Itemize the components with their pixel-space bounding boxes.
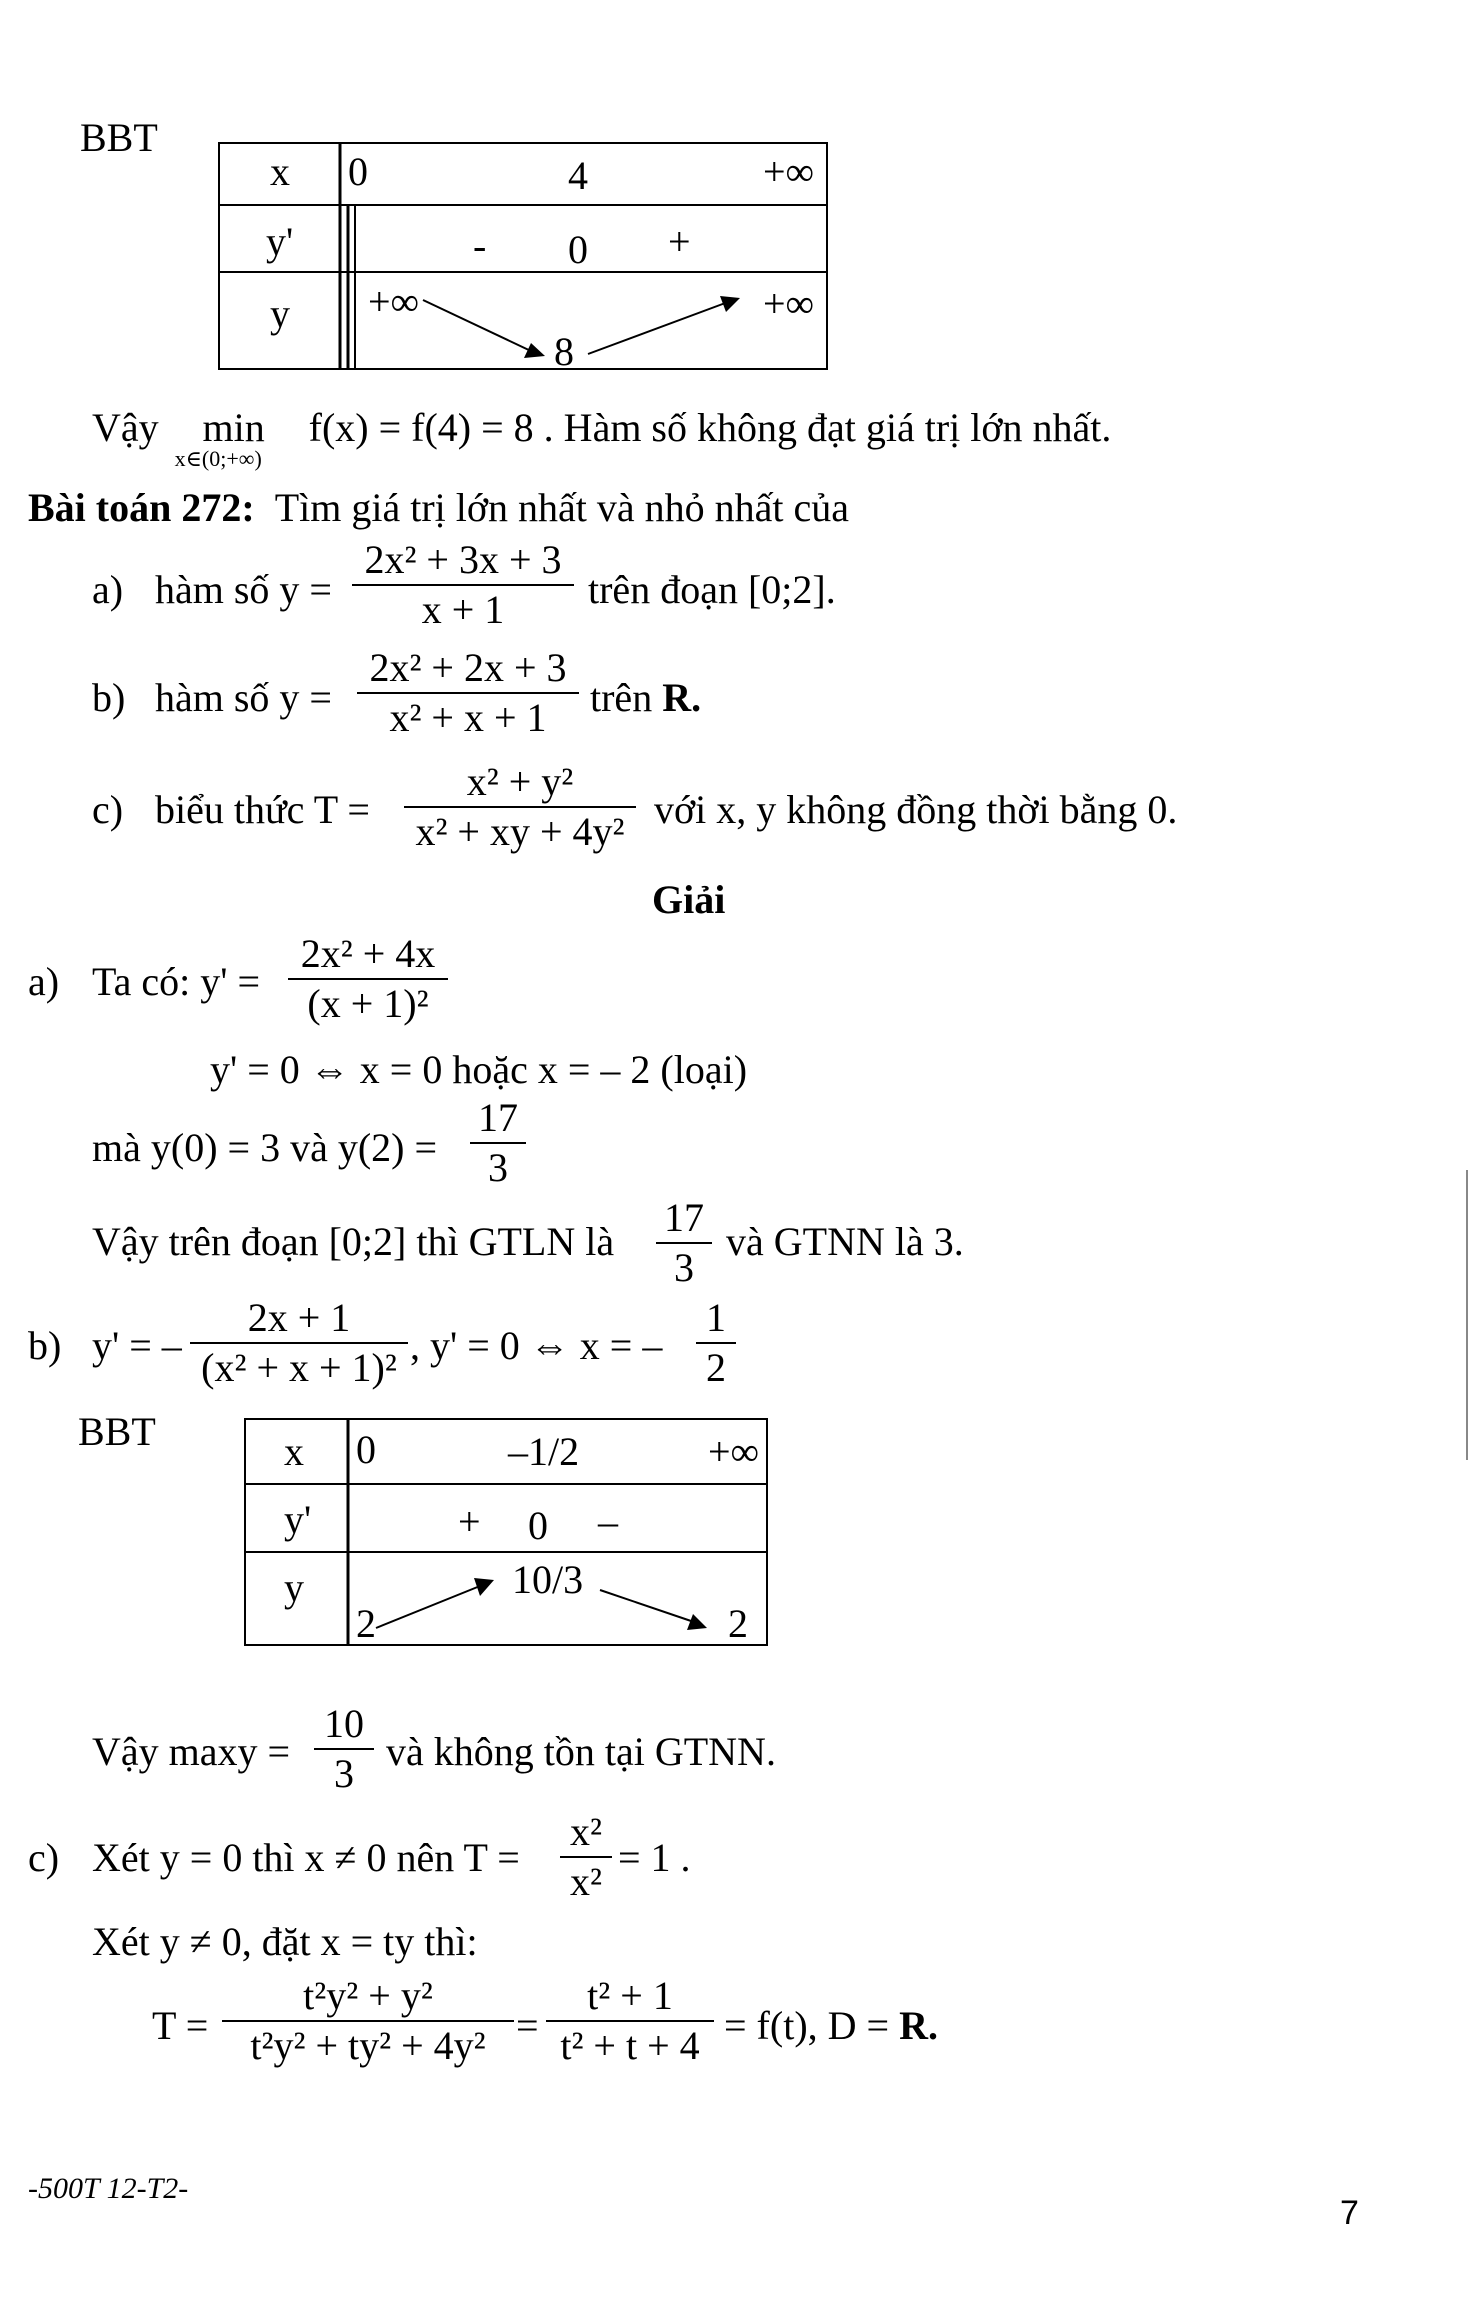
problem-c-pre: biểu thức T = [155, 787, 370, 832]
problem-a-num: 2x² + 3x + 3 [364, 537, 562, 582]
table1-label: BBT [80, 115, 158, 160]
problem-a-pre: hàm số y = [155, 567, 332, 612]
solution-c-line1-den: x² [560, 1856, 612, 1902]
solution-c-line3-post-text: = f(t), D = [724, 2003, 890, 2048]
t1-yp-2: + [668, 219, 691, 264]
solution-c-line1-post: = 1 . [618, 1835, 691, 1880]
table2-label: BBT [78, 1409, 156, 1454]
conclusion2-post: và không tồn tại GTNN. [386, 1729, 776, 1774]
solution-c-line3-post [724, 2003, 938, 2048]
t2-y-0: 2 [356, 1601, 376, 1646]
solution-a-line4-fraction [656, 1195, 712, 1290]
t2-label-x: x [284, 1429, 304, 1474]
conclusion1-min-sub: x∈(0;+∞) [174, 446, 262, 471]
problem-a-label: a) [92, 567, 124, 612]
solution-b-den: (x² + x + 1)² [190, 1342, 408, 1388]
variation-table-1-grid [218, 142, 828, 374]
t2-x-0: 0 [356, 1427, 376, 1472]
t1-y-2: +∞ [763, 281, 815, 326]
solution-a-line1-pre: Ta có: y' = [92, 959, 261, 1004]
solution-a-label: a) [28, 959, 60, 1004]
t2-x-1: –1/2 [508, 1429, 580, 1474]
solution-a-line2: y' = 0 ⇔ x = 0 hoặc x = – 2 (loại) [210, 1047, 748, 1092]
solution-c-line3-fraction1 [222, 1973, 514, 2068]
t1-label-x: x [270, 149, 290, 194]
t2-yp-1: 0 [528, 1503, 548, 1548]
solution-a-line3-num: 17 [478, 1095, 518, 1140]
t1-label-y: y [270, 291, 290, 336]
problem-b-num: 2x² + 2x + 3 [369, 645, 567, 690]
solution-a-line4-num: 17 [664, 1195, 704, 1240]
t1-x-2: +∞ [763, 149, 815, 194]
solution-c-line1-num: x² [570, 1809, 602, 1854]
t2-label-yprime: y' [284, 1497, 312, 1542]
variation-table-2 [244, 1418, 768, 1646]
solution-c-line3-den1: t²y² + ty² + 4y² [222, 2020, 514, 2066]
solution-a-line4-den: 3 [656, 1242, 712, 1288]
t2-yp-2: – [598, 1499, 618, 1544]
conclusion1-pre: Vậy [92, 405, 159, 450]
t1-yp-0: - [473, 223, 487, 268]
solution-c-line3-num2: t² + 1 [587, 1973, 673, 2018]
solution-c-line3-post-bold: R. [899, 2003, 938, 2048]
t1-label-yprime: y' [266, 219, 294, 264]
solution-c-line2: Xét y ≠ 0, đặt x = ty thì: [92, 1919, 478, 1964]
page-number: 7 [1340, 2194, 1359, 2232]
variation-table-1 [218, 142, 828, 374]
conclusion2-fraction [314, 1701, 374, 1796]
solution-a-line3-fraction [470, 1095, 526, 1190]
solution-a-line1-den: (x + 1)² [288, 978, 448, 1024]
solution-heading: Giải [652, 877, 726, 922]
solution-b-num: 2x + 1 [247, 1295, 351, 1340]
footer-code: -500T 12-T2- [28, 2172, 189, 2205]
solution-c-line3-fraction2 [546, 1973, 714, 2068]
t1-x-1: 4 [568, 153, 588, 198]
solution-c-line3-pre: T = [152, 2003, 209, 2048]
problem-c-label: c) [92, 787, 124, 832]
problem-a-post: trên đoạn [0;2]. [588, 567, 836, 612]
solution-a-line3-pre: mà y(0) = 3 và y(2) = [92, 1125, 438, 1170]
problem-b-post [590, 675, 702, 720]
solution-b-mid: , y' = 0 ⇔ x = – [410, 1323, 663, 1368]
solution-c-line3-den2: t² + t + 4 [546, 2020, 714, 2066]
t2-y-2: 2 [728, 1601, 748, 1646]
problem-text: Tìm giá trị lớn nhất và nhỏ nhất của [274, 485, 850, 530]
t1-y-0: +∞ [368, 279, 420, 324]
conclusion1 [92, 405, 1112, 471]
solution-b-label: b) [28, 1323, 62, 1368]
conclusion2-num: 10 [324, 1701, 364, 1746]
problem-b-fraction [357, 645, 579, 740]
problem-heading [28, 485, 850, 530]
t1-x-0: 0 [348, 149, 368, 194]
solution-b-num2: 1 [706, 1295, 726, 1340]
solution-c-line1-fraction [560, 1809, 612, 1904]
t2-yp-0: + [458, 1499, 481, 1544]
t2-y-1: 10/3 [512, 1557, 584, 1602]
conclusion1-min: min [202, 405, 265, 450]
problem-c-den: x² + xy + 4y² [404, 806, 636, 852]
scan-edge-line [1466, 1170, 1468, 1460]
solution-c-line3-num1: t²y² + y² [303, 1973, 433, 2018]
problem-c-num: x² + y² [466, 759, 574, 804]
problem-title: Bài toán 272: [28, 485, 255, 530]
solution-c-line3-eq: = [516, 2003, 539, 2048]
problem-a-den: x + 1 [352, 584, 574, 630]
solution-b-den2: 2 [696, 1342, 736, 1388]
t2-x-2: +∞ [708, 1429, 760, 1474]
solution-a-line1-fraction [288, 931, 448, 1026]
solution-c-label: c) [28, 1835, 60, 1880]
problem-b-post-text: trên [590, 675, 653, 720]
problem-b-pre: hàm số y = [155, 675, 332, 720]
solution-a-line3-den: 3 [470, 1142, 526, 1188]
solution-b-fraction2 [696, 1295, 736, 1390]
solution-a-line1-num: 2x² + 4x [300, 931, 436, 976]
t1-yp-1: 0 [568, 227, 588, 272]
t2-label-y: y [284, 1565, 304, 1610]
problem-b-den: x² + x + 1 [357, 692, 579, 738]
conclusion2-pre: Vậy maxy = [92, 1729, 291, 1774]
solution-a-line4-pre: Vậy trên đoạn [0;2] thì GTLN là [92, 1219, 615, 1264]
variation-table-2-grid [244, 1418, 768, 1646]
problem-c-post: với x, y không đồng thời bằng 0. [654, 787, 1178, 832]
problem-c-fraction [404, 759, 636, 854]
solution-b-fraction [190, 1295, 408, 1390]
problem-a-fraction [352, 537, 574, 632]
conclusion1-rest: f(x) = f(4) = 8 . Hàm số không đạt giá trị lớn nhất. [308, 405, 1112, 450]
solution-a-line4-post: và GTNN là 3. [726, 1219, 964, 1264]
problem-b-post-bold: R. [662, 675, 702, 720]
conclusion2-den: 3 [314, 1748, 374, 1794]
t1-y-1: 8 [554, 329, 574, 374]
problem-b-label: b) [92, 675, 126, 720]
solution-c-line1-pre: Xét y = 0 thì x ≠ 0 nên T = [92, 1835, 520, 1880]
solution-b-pre: y' = – [92, 1323, 182, 1368]
